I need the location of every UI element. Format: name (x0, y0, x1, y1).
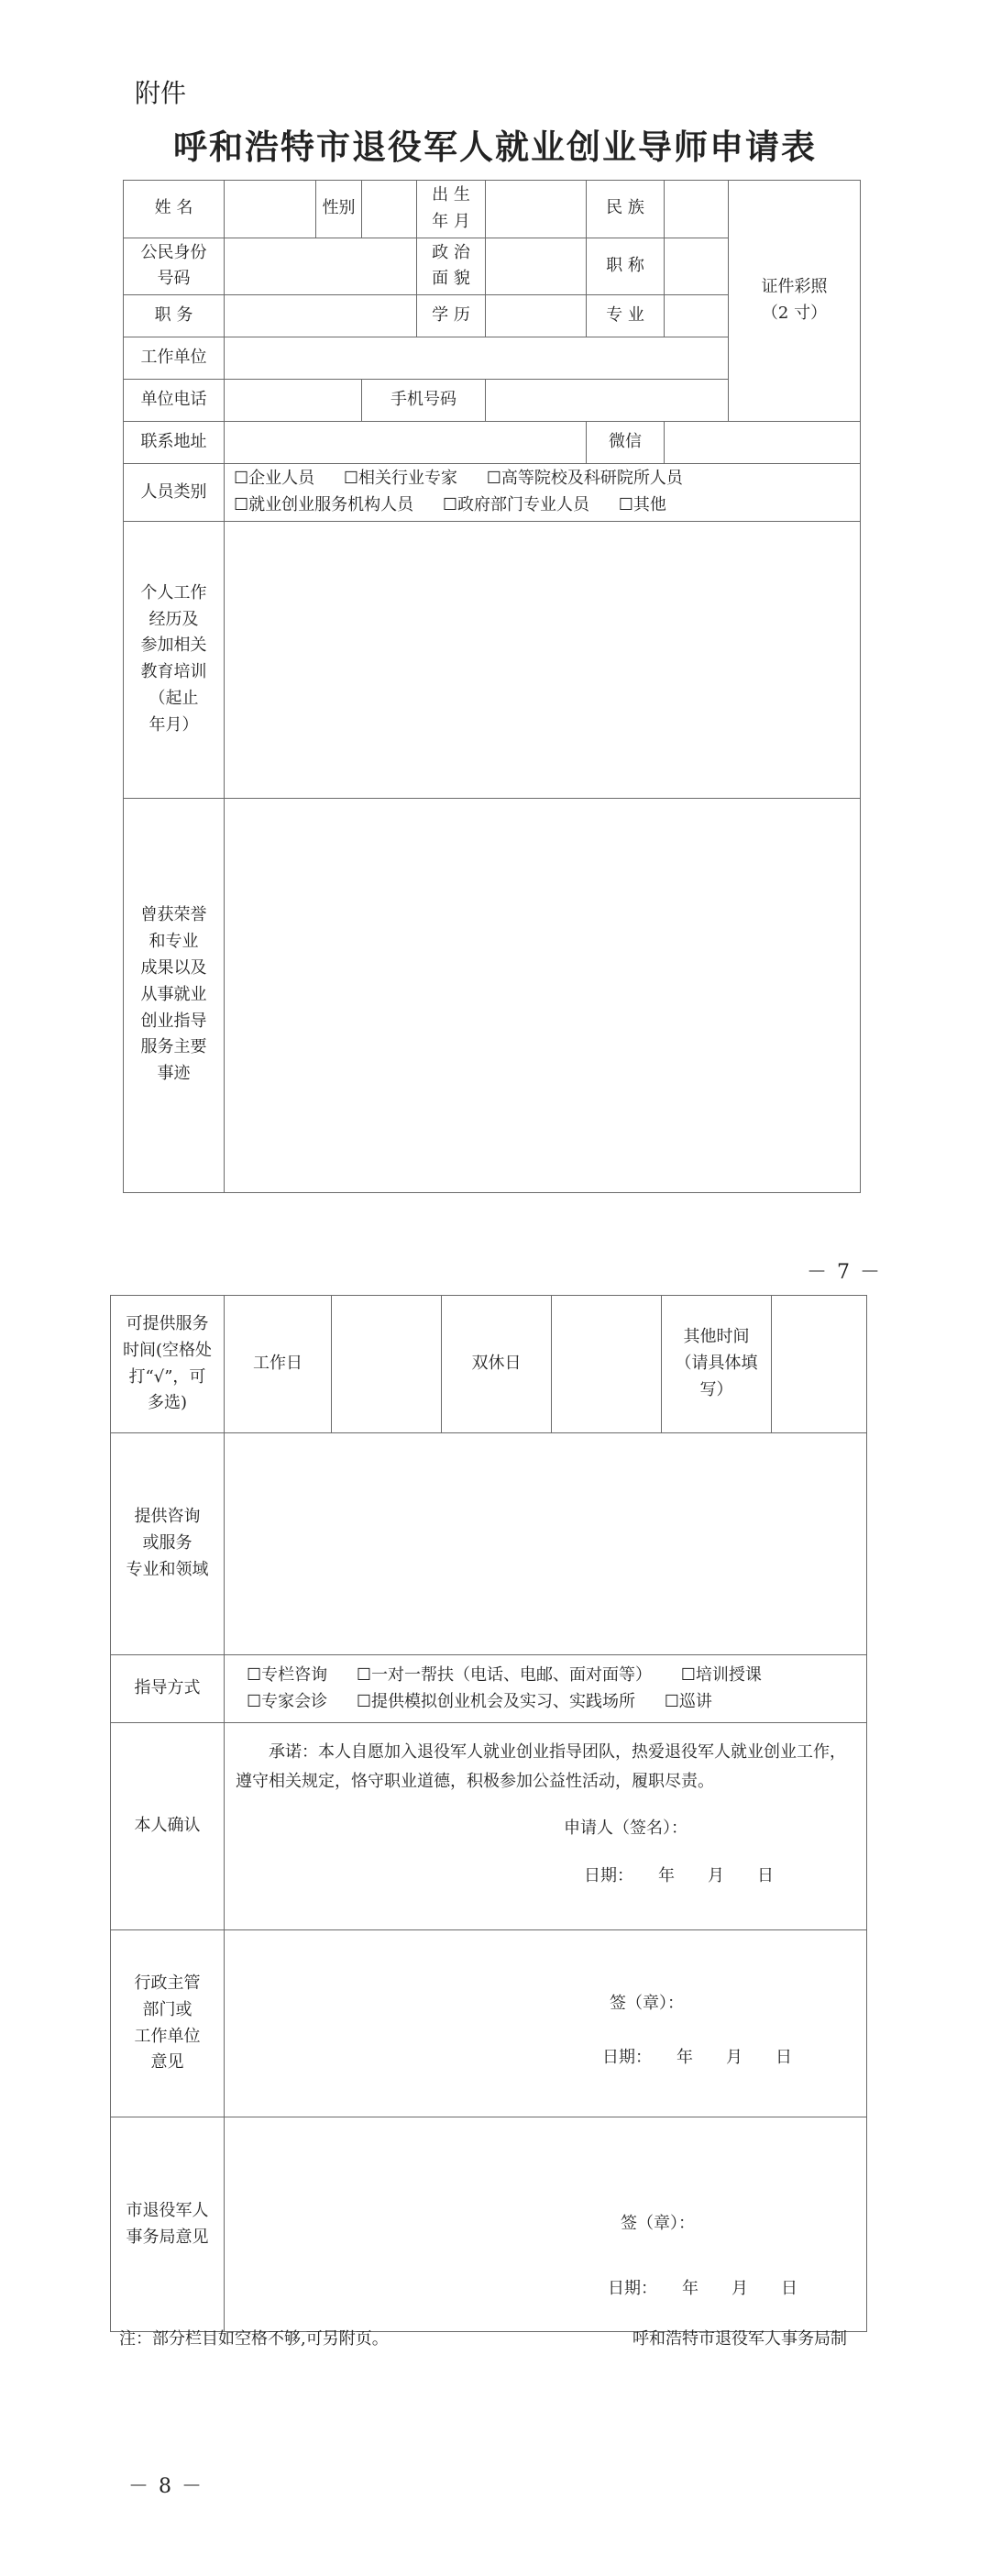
category-option-university[interactable]: ☐高等院校及科研院所人员 (486, 469, 683, 489)
wechat-field[interactable] (665, 422, 861, 464)
category-label: 人员类别 (124, 464, 225, 522)
confirm-label: 本人确认 (111, 1723, 225, 1930)
political-field[interactable] (486, 238, 587, 295)
guidance-options-row-1 (228, 1663, 863, 1689)
category-option-service-agency[interactable]: ☐就业创业服务机构人员 (234, 494, 414, 514)
position-label: 职 务 (124, 295, 225, 337)
consult-field[interactable] (225, 1433, 867, 1655)
guidance-option-tour-lecture[interactable]: ☐巡讲 (664, 1691, 712, 1711)
wechat-label: 微信 (587, 422, 665, 464)
address-field[interactable] (225, 422, 587, 464)
application-form-part-1 (123, 180, 861, 1193)
unit-phone-field[interactable] (225, 380, 362, 422)
pledge-text: 承诺：本人自愿加入退役军人就业创业指导团队，热爱退役军人就业创业工作，遵守相关规定，恪守职业道德，积极参加公益性活动，履职尽责。 (236, 1742, 846, 1792)
confirm-cell (225, 1723, 867, 1930)
admin-seal[interactable]: 签（章）： (610, 1994, 684, 2013)
workday-label: 工作日 (225, 1296, 332, 1433)
admin-date[interactable]: 日期： 年 月 日 (602, 2047, 792, 2067)
pledge-block (225, 1723, 866, 1901)
attachment-label: 附件 (135, 78, 187, 108)
footnote: 注：部分栏目如空格不够,可另附页。 (119, 2329, 389, 2349)
category-options (225, 464, 861, 522)
name-field[interactable] (225, 181, 316, 238)
other-time-field[interactable] (772, 1296, 867, 1433)
ethnicity-label: 民 族 (587, 181, 665, 238)
experience-field[interactable] (225, 521, 861, 798)
bureau-opinion-cell (225, 2117, 867, 2332)
page-title: 呼和浩特市退役军人就业创业导师申请表 (173, 127, 817, 167)
photo-cell[interactable]: 证件彩照 （2 寸） (729, 181, 861, 422)
application-form-part-2 (110, 1295, 867, 2332)
experience-label: 个人工作 经历及 参加相关 教育培训 （起止 年月） (124, 521, 225, 798)
title-field[interactable] (665, 238, 729, 295)
major-field[interactable] (665, 295, 729, 337)
mobile-field[interactable] (486, 380, 729, 422)
bureau-date[interactable]: 日期： 年 月 日 (608, 2278, 798, 2298)
birth-label: 出 生 年 月 (417, 181, 486, 238)
education-field[interactable] (486, 295, 587, 337)
category-option-industry-expert[interactable]: ☐相关行业专家 (343, 469, 458, 489)
category-option-government[interactable]: ☐政府部门专业人员 (442, 494, 590, 514)
workplace-label: 工作单位 (124, 337, 225, 380)
workplace-field[interactable] (225, 337, 729, 380)
guidance-option-training[interactable]: ☐培训授课 (680, 1664, 762, 1685)
mobile-label: 手机号码 (362, 380, 486, 422)
unit-phone-label: 单位电话 (124, 380, 225, 422)
weekend-check[interactable] (552, 1296, 662, 1433)
bureau-opinion-label: 市退役军人 事务局意见 (111, 2117, 225, 2332)
admin-opinion-cell (225, 1930, 867, 2117)
category-option-enterprise[interactable]: ☐企业人员 (234, 469, 315, 489)
honors-label: 曾获荣誉 和专业 成果以及 从事就业 创业指导 服务主要 事迹 (124, 798, 225, 1192)
weekend-label: 双休日 (442, 1296, 552, 1433)
education-label: 学 历 (417, 295, 486, 337)
applicant-signature[interactable]: 申请人（签名）： (564, 1818, 688, 1838)
guidance-option-consultation[interactable]: ☐专家会诊 (247, 1691, 328, 1711)
id-label: 公民身份 号码 (124, 238, 225, 295)
page-number-8: － 8 － (128, 2475, 204, 2498)
guidance-option-one-on-one[interactable]: ☐一对一帮扶（电话、电邮、面对面等） (356, 1664, 653, 1685)
guidance-label: 指导方式 (111, 1655, 225, 1723)
birth-field[interactable] (486, 181, 587, 238)
address-label: 联系地址 (124, 422, 225, 464)
other-time-label: 其他时间 （请具体填 写） (662, 1296, 772, 1433)
service-time-label: 可提供服务 时间(空格处 打“√”，可 多选) (111, 1296, 225, 1433)
guidance-options (225, 1655, 867, 1723)
guidance-options-row-2 (228, 1689, 863, 1716)
consult-label: 提供咨询 或服务 专业和领域 (111, 1433, 225, 1655)
applicant-date[interactable]: 日期： 年 月 日 (584, 1866, 774, 1886)
page-number-7: － 7 － (807, 1261, 882, 1284)
bureau-seal[interactable]: 签（章）： (621, 2214, 695, 2233)
name-label: 姓 名 (124, 181, 225, 238)
category-options-row-1 (228, 466, 856, 492)
issuer-label: 呼和浩特市退役军人事务局制 (632, 2329, 847, 2349)
honors-field[interactable] (225, 798, 861, 1192)
admin-opinion-label: 行政主管 部门或 工作单位 意见 (111, 1930, 225, 2117)
political-label: 政 治 面 貌 (417, 238, 486, 295)
gender-field[interactable] (362, 181, 417, 238)
category-option-other[interactable]: ☐其他 (618, 494, 666, 514)
position-field[interactable] (225, 295, 417, 337)
major-label: 专 业 (587, 295, 665, 337)
guidance-option-column[interactable]: ☐专栏咨询 (247, 1664, 328, 1685)
category-options-row-2 (228, 492, 856, 519)
guidance-option-internship[interactable]: ☐提供模拟创业机会及实习、实践场所 (356, 1691, 636, 1711)
id-field[interactable] (225, 238, 417, 295)
gender-label: 性别 (316, 181, 362, 238)
ethnicity-field[interactable] (665, 181, 729, 238)
workday-check[interactable] (332, 1296, 442, 1433)
title-label: 职 称 (587, 238, 665, 295)
